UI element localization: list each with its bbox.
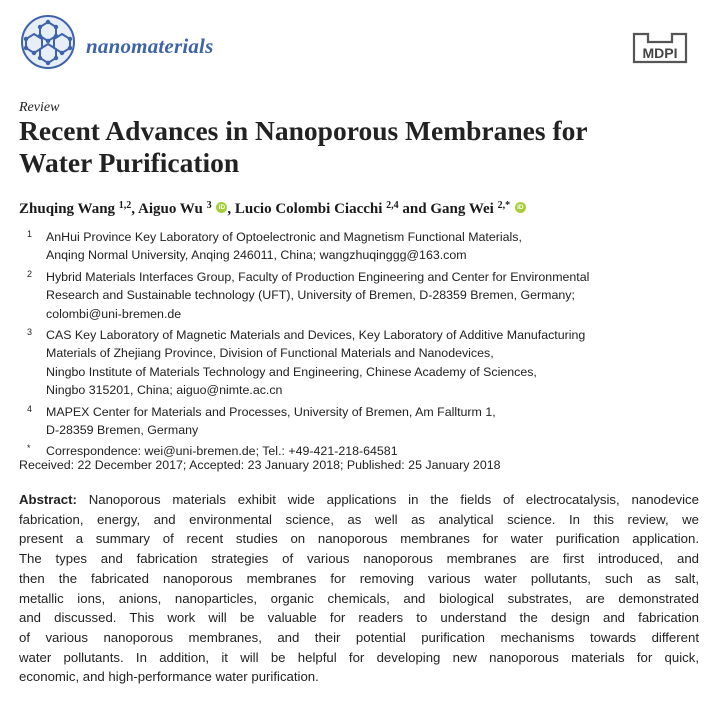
abstract-line: fabrication, energy, and environmental science, as well as analytical science. In this review, we <box>19 511 699 527</box>
correspondence-marker: * <box>27 443 31 454</box>
publisher-name: MDPI <box>642 45 678 61</box>
author-list <box>19 200 526 218</box>
author-name[interactable]: Gang Wei <box>430 201 494 217</box>
author-separator: and <box>398 201 431 217</box>
abstract-line: water pollutants. In addition, it will be helpful for developing new nanoporous materials for quick, <box>19 649 699 665</box>
abstract-line: economic, and high-performance water purification. <box>19 669 319 685</box>
affiliation-number: 4 <box>27 403 33 414</box>
affiliation-item <box>19 228 699 265</box>
author-name[interactable]: Zhuqing Wang <box>19 201 116 217</box>
abstract-line: The types and fabrication strategies of various nanoporous membranes are first introduced, and <box>19 551 699 567</box>
article-type: Review <box>19 100 60 115</box>
author-name[interactable]: Aiguo Wu <box>137 201 203 217</box>
affiliation-item <box>19 403 699 440</box>
affiliation-line: colombi@uni-bremen.de <box>46 306 182 321</box>
author-affiliation-marker: 2,4 <box>386 200 399 211</box>
author-affiliation-marker: 3 <box>206 200 212 211</box>
affiliation-line: Ningbo Institute of Materials Technology and Engineering, Chinese Academy of Sciences, <box>46 364 537 379</box>
affiliation-number: 1 <box>27 229 33 239</box>
affiliation-line: Hybrid Materials Interfaces Group, Faculty of Production Engineering and Center for Environmental <box>46 269 590 284</box>
author-name[interactable]: Lucio Colombi Ciacchi <box>234 201 383 217</box>
abstract-line-text: Nanoporous materials exhibit wide applications in the fields of electrocatalysis, nanodevice <box>76 492 699 507</box>
affiliation-item <box>19 326 699 400</box>
affiliation-line: MAPEX Center for Materials and Processes, University of Bremen, Am Fallturm 1, <box>46 404 496 419</box>
nanomaterials-logo-icon <box>20 14 76 70</box>
title-line: Recent Advances in Nanoporous Membranes for <box>19 115 588 146</box>
abstract-line: and discussed. This work will be valuable for readers to understand the design and fabrication <box>19 610 699 626</box>
abstract-line: of various nanoporous membranes, and their potential purification mechanisms towards different <box>19 629 699 645</box>
affiliation-number: 2 <box>27 268 33 279</box>
mdpi-logo <box>628 30 692 66</box>
journal-header <box>0 0 715 82</box>
affiliation-line: Materials of Zhejiang Province, Division of Functional Materials and Nanodevices, <box>46 346 494 361</box>
affiliation-line: Research and Sustainable technology (UFT), University of Bremen, D-28359 Bremen, Germany; <box>46 288 575 303</box>
affiliation-line: AnHui Province Key Laboratory of Optoelectronic and Magnetism Functional Materials, <box>46 230 522 244</box>
affiliation-line: Anqing Normal University, Anqing 246011, China; wangzhuqinggg@163.com <box>46 248 467 263</box>
abstract-line: metallic ions, anions, nanoparticles, organic chemicals, and biological substrates, are demonstrated <box>19 590 699 606</box>
affiliation-list <box>19 228 699 464</box>
publication-dates: Received: 22 December 2017; Accepted: 23 January 2018; Published: 25 January 2018 <box>19 458 501 472</box>
article-title <box>19 115 699 179</box>
abstract-line <box>19 490 699 510</box>
author-affiliation-marker: 1,2 <box>118 200 132 211</box>
journal-name: nanomaterials <box>86 34 214 58</box>
abstract-label: Abstract: <box>19 492 77 507</box>
title-line: Water Purification <box>19 147 240 178</box>
author-affiliation-marker: 2,* <box>497 200 511 211</box>
correspondence-line[interactable]: Correspondence: wei@uni-bremen.de; Tel.: +49-421-218-64581 <box>46 444 398 459</box>
affiliation-item <box>19 268 699 323</box>
orcid-icon[interactable]: iD <box>515 202 526 213</box>
abstract-line: then the fabricated nanoporous membranes for removing various water pollutants, such as salt, <box>19 570 699 586</box>
affiliation-line: CAS Key Laboratory of Magnetic Materials and Devices, Key Laboratory of Additive Manufacturing <box>46 328 586 343</box>
author-separator: , <box>131 201 138 217</box>
affiliation-line: D-28359 Bremen, Germany <box>46 423 199 438</box>
abstract <box>19 490 699 687</box>
affiliation-line: Ningbo 315201, China; aiguo@nimte.ac.cn <box>46 383 283 398</box>
abstract-line: present a summary of recent studies on nanoporous membranes for water purification application. <box>19 531 699 547</box>
orcid-icon[interactable]: iD <box>216 202 227 213</box>
author-separator: , <box>227 201 235 217</box>
affiliation-number: 3 <box>27 327 33 338</box>
